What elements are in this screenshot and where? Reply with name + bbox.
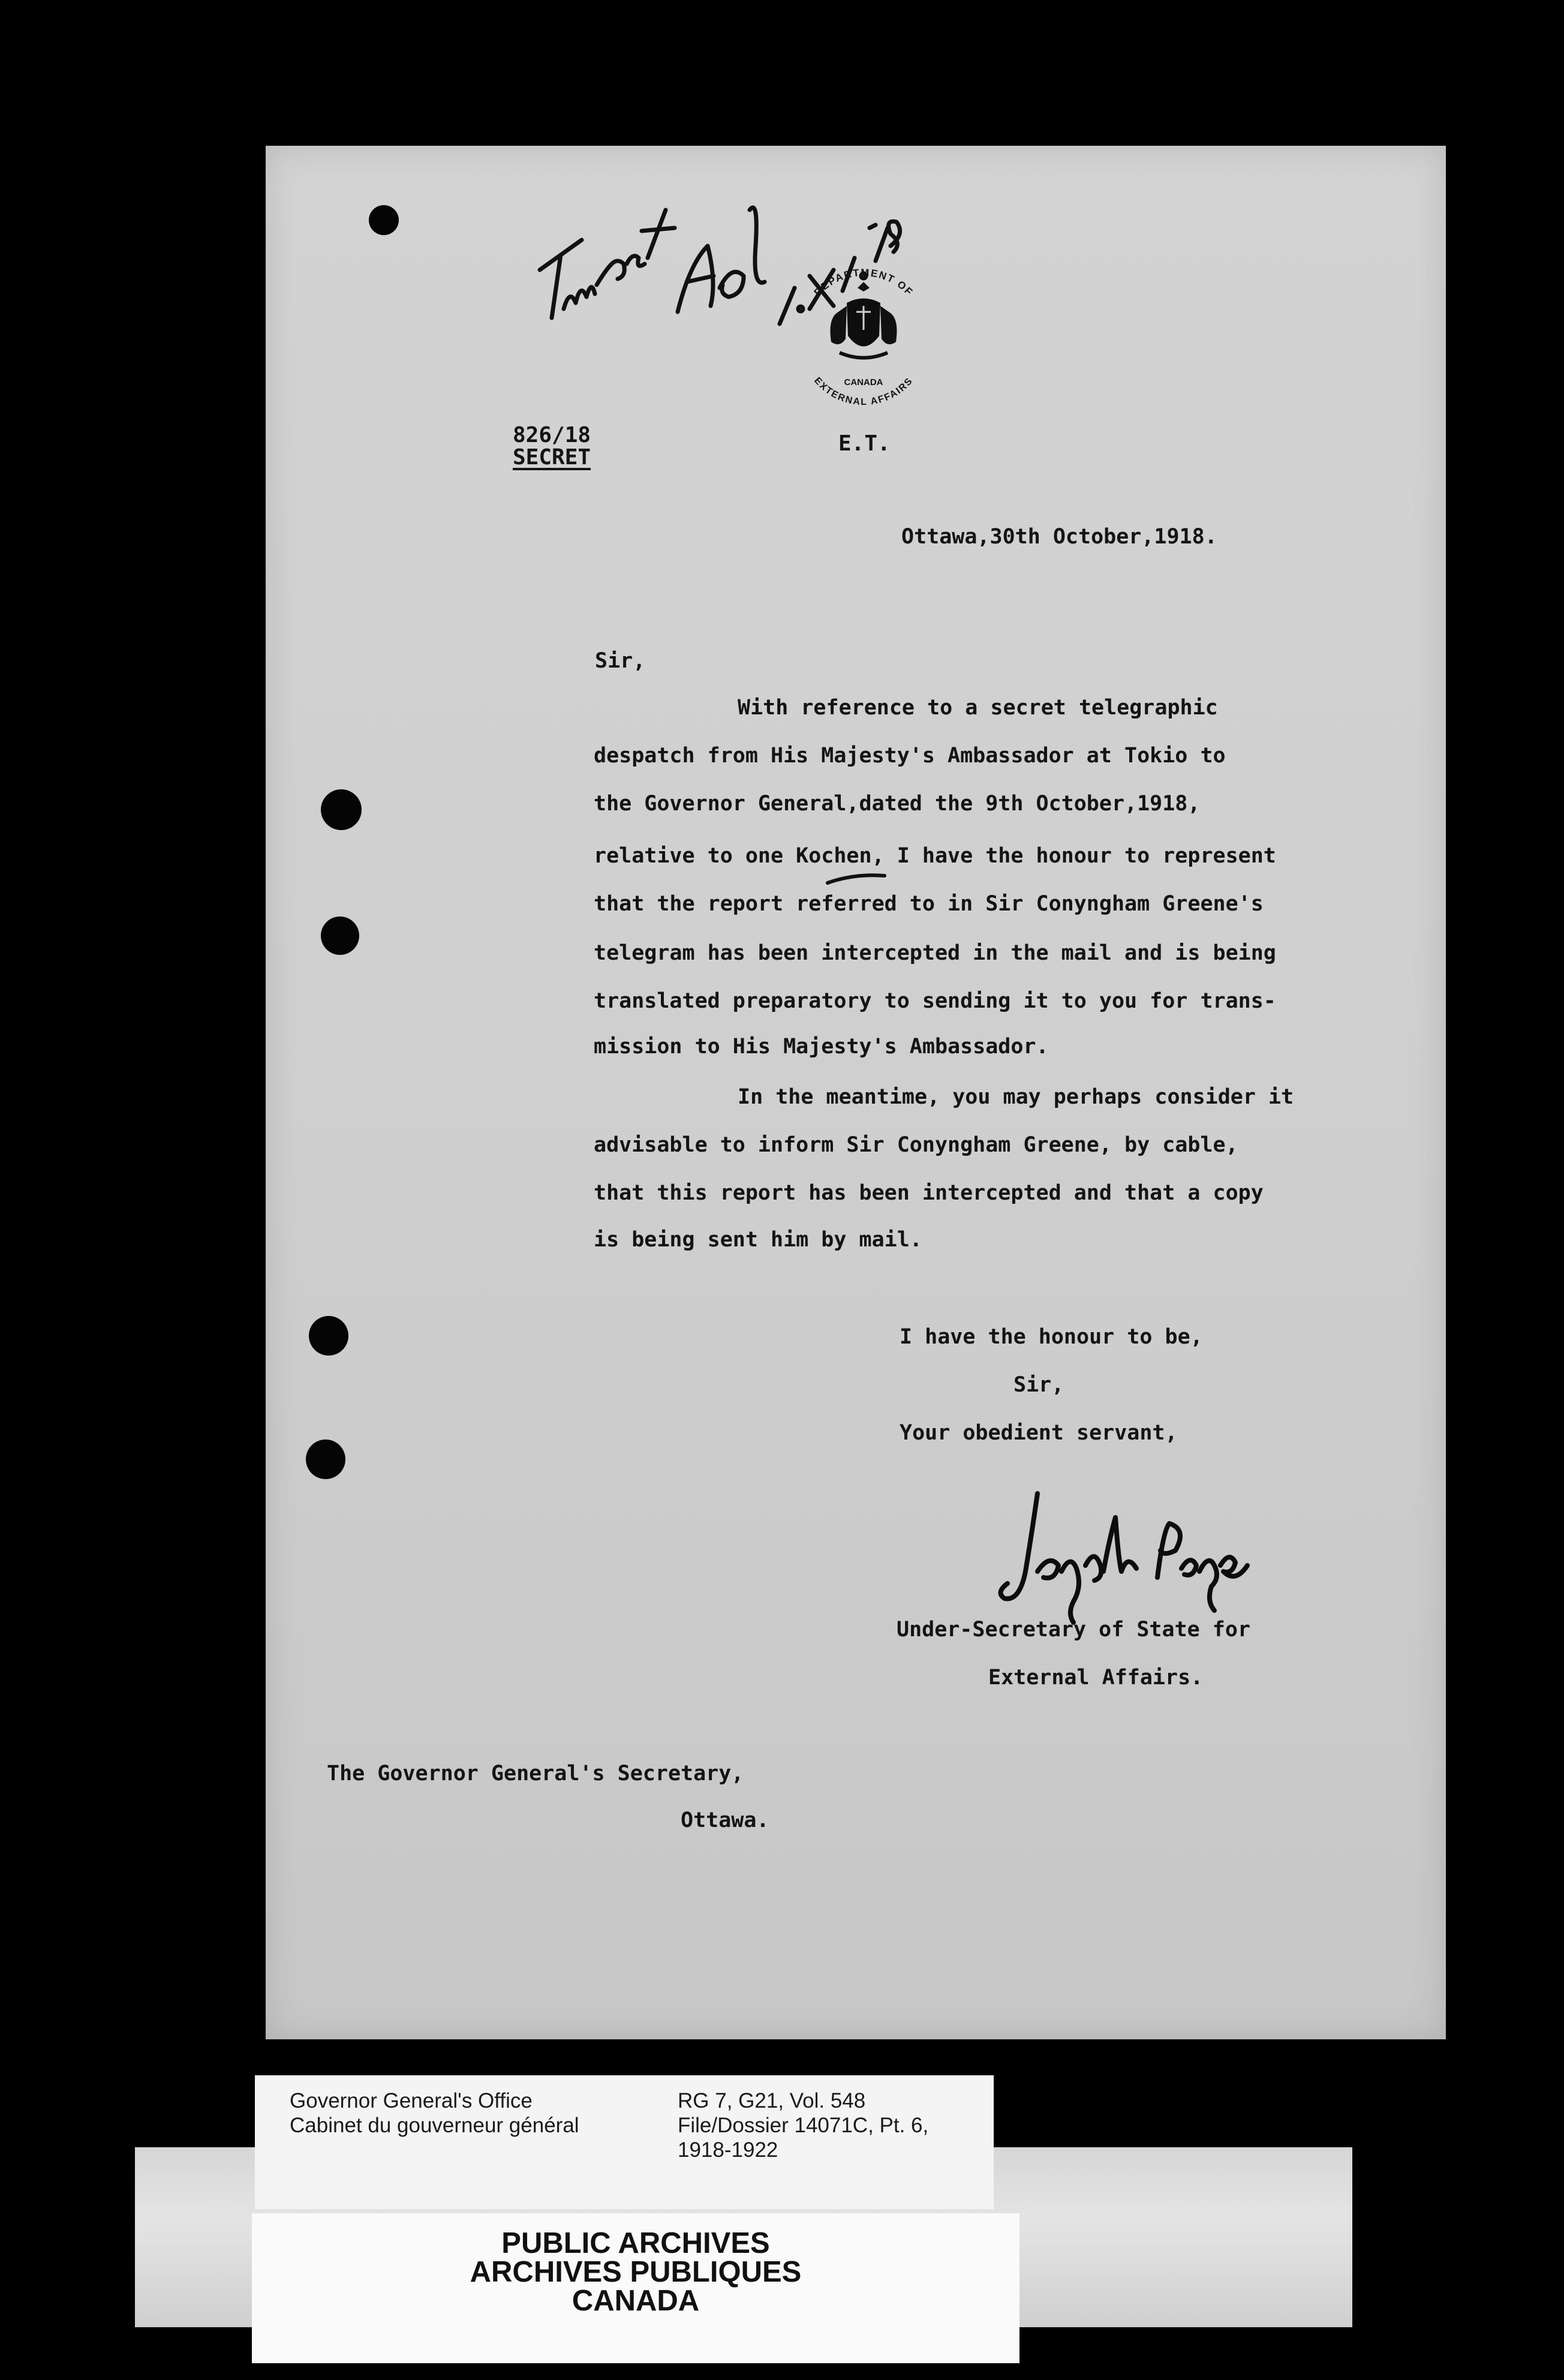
punch-hole <box>306 1440 345 1479</box>
handwritten-signature <box>983 1482 1265 1637</box>
pen-underline-mark <box>825 870 891 888</box>
punch-hole <box>321 789 362 830</box>
body-line: the Governor General,dated the 9th October,1918, <box>594 792 1201 816</box>
body-line: translated preparatory to sending it to you for trans- <box>594 989 1276 1013</box>
office-name-en: Governor General's Office <box>290 2089 533 2112</box>
signer-title: Under-Secretary of State for <box>897 1618 1251 1642</box>
reference-line: RG 7, G21, Vol. 548 <box>678 2089 866 2112</box>
office-name-fr: Cabinet du gouverneur général <box>290 2114 579 2137</box>
seal-bottom-text: EXTERNAL AFFAIRS <box>812 375 915 408</box>
signer-title: External Affairs. <box>988 1666 1204 1690</box>
punch-hole <box>309 1316 348 1356</box>
addressee-line: The Governor General's Secretary, <box>327 1762 744 1786</box>
body-line: With reference to a secret telegraphic <box>738 696 1218 720</box>
seal-top-text: DEPARTMENT OF <box>811 266 916 299</box>
body-line: despatch from His Majesty's Ambassador at Tokio to <box>594 744 1226 768</box>
archives-stamp-line: PUBLIC ARCHIVES <box>501 2227 770 2259</box>
body-line: that this report has been intercepted and that a copy <box>594 1181 1264 1205</box>
body-line: mission to His Majesty's Ambassador. <box>594 1035 1049 1059</box>
seal-country-text: CANADA <box>844 377 883 387</box>
department-seal <box>780 246 948 426</box>
initials: E.T. <box>838 431 891 456</box>
place-date: Ottawa,30th October,1918. <box>901 525 1217 549</box>
file-number: 826/18 <box>513 423 591 447</box>
body-line: In the meantime, you may perhaps consider it <box>738 1085 1294 1109</box>
addressee-line: Ottawa. <box>681 1808 769 1832</box>
punch-hole <box>321 916 359 955</box>
body-line: telegram has been intercepted in the mail and is being <box>594 941 1276 965</box>
reference-line: 1918-1922 <box>678 2138 778 2162</box>
closing-line: I have the honour to be, <box>900 1325 1203 1349</box>
reference-line: File/Dossier 14071C, Pt. 6, <box>678 2114 929 2137</box>
body-line: advisable to inform Sir Conyngham Greene, by cable, <box>594 1133 1238 1157</box>
closing-line: Your obedient servant, <box>900 1421 1178 1445</box>
classification-label: SECRET <box>513 445 591 470</box>
body-line: is being sent him by mail. <box>594 1228 922 1252</box>
punch-hole <box>369 205 399 235</box>
archives-stamp-line: CANADA <box>572 2285 700 2317</box>
closing-line: Sir, <box>1013 1373 1064 1397</box>
archives-stamp-line: ARCHIVES PUBLIQUES <box>470 2256 802 2288</box>
body-line: relative to one Kochen, I have the honour to represent <box>594 844 1276 868</box>
salutation: Sir, <box>595 649 646 673</box>
coat-of-arms-icon <box>831 282 897 358</box>
body-line: that the report referred to in Sir Conyngham Greene's <box>594 892 1264 916</box>
